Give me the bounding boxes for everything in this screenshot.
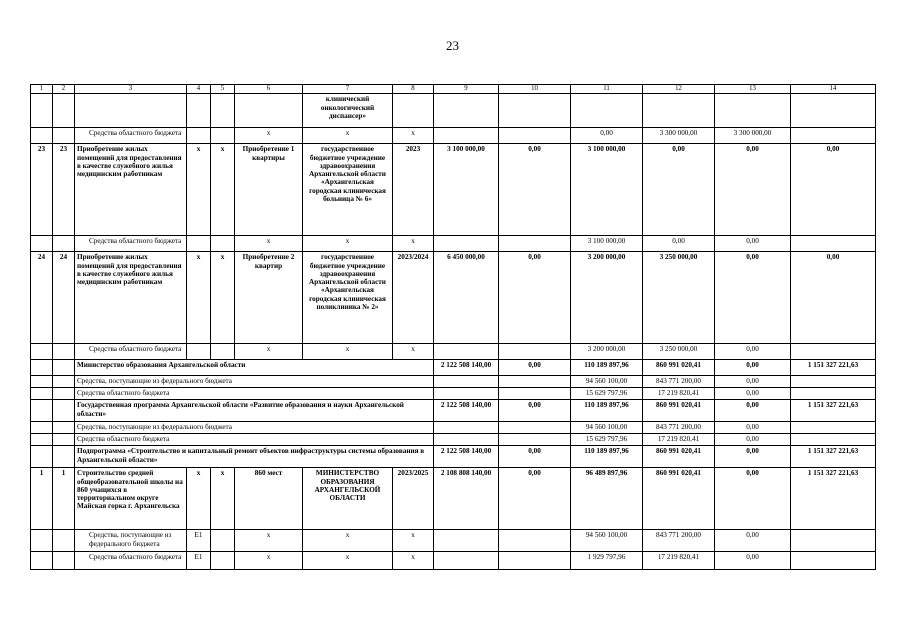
table-cell (499, 388, 571, 400)
table-cell: 0,00 (715, 400, 791, 422)
table-cell: Приобретение жилых помещений для предоставления в качестве служебного жилья медицинским работникам (75, 144, 187, 236)
table-cell: государственное бюджетное учреждение здравоохранения Архангельской области «Архангельская городская клиническая поликлиника № 2» (303, 252, 393, 344)
table-cell (791, 552, 876, 570)
table-cell: х (303, 530, 393, 552)
table-cell (31, 422, 53, 434)
table-cell: Средства, поступающие из федерального бюджета (75, 376, 434, 388)
table-cell (499, 552, 571, 570)
table-cell: 0,00 (499, 446, 571, 468)
table-cell: 0,00 (571, 128, 643, 144)
table-cell (31, 552, 53, 570)
table-row (31, 236, 876, 252)
table-cell: Средства областного бюджета (75, 388, 434, 400)
table-cell: 1 929 797,96 (571, 552, 643, 570)
table-cell (434, 434, 499, 446)
table-cell: 0,00 (715, 388, 791, 400)
table-cell (187, 128, 211, 144)
table-cell: Приобретение 2 квартир (235, 252, 303, 344)
budget-table (30, 84, 876, 570)
table-cell: Приобретение жилых помещений для предоставления в качестве служебного жилья медицинским работникам (75, 252, 187, 344)
table-cell: х (393, 552, 434, 570)
table-cell: 94 560 100,00 (571, 422, 643, 434)
table-cell: 0,00 (715, 422, 791, 434)
table-cell: 17 219 820,41 (643, 434, 715, 446)
column-header: 1 (31, 85, 53, 94)
table-row (31, 376, 876, 388)
table-cell (31, 376, 53, 388)
table-cell: 3 300 000,00 (643, 128, 715, 144)
table-cell (31, 360, 53, 376)
table-cell (434, 236, 499, 252)
table-cell: 110 189 897,96 (571, 360, 643, 376)
table-cell: Приобретение 1 квартиры (235, 144, 303, 236)
table-cell (235, 94, 303, 128)
table-cell: Средства областного бюджета (75, 344, 187, 360)
table-cell: х (393, 128, 434, 144)
table-cell: 3 250 000,00 (643, 252, 715, 344)
table-cell: 23 (53, 144, 75, 236)
table-cell: 0,00 (715, 376, 791, 388)
table-cell (31, 236, 53, 252)
table-cell (53, 94, 75, 128)
table-cell (434, 388, 499, 400)
table-cell (499, 94, 571, 128)
table-cell: х (303, 344, 393, 360)
table-cell (434, 422, 499, 434)
table-cell: 0,00 (643, 236, 715, 252)
table-cell: 1 151 327 221,63 (791, 468, 876, 530)
table-cell: 860 991 020,41 (643, 400, 715, 422)
table-cell (791, 376, 876, 388)
table-cell (31, 344, 53, 360)
table-cell (499, 434, 571, 446)
table-cell: 0,00 (715, 344, 791, 360)
table-cell: Средства областного бюджета (75, 434, 434, 446)
column-header: 10 (499, 85, 571, 94)
table-cell (791, 344, 876, 360)
table-row (31, 434, 876, 446)
table-cell: 110 189 897,96 (571, 446, 643, 468)
table-cell (499, 422, 571, 434)
table-cell: 3 250 000,00 (643, 344, 715, 360)
table-cell: 2 122 508 140,00 (434, 446, 499, 468)
table-cell: 843 771 200,00 (643, 530, 715, 552)
column-header: 6 (235, 85, 303, 94)
table-cell: 0,00 (499, 468, 571, 530)
table-row (31, 446, 876, 468)
table-row (31, 388, 876, 400)
table-cell: 2 122 508 140,00 (434, 400, 499, 422)
table-cell: х (303, 552, 393, 570)
table-cell: 6 450 000,00 (434, 252, 499, 344)
table-cell: х (235, 128, 303, 144)
table-cell (791, 94, 876, 128)
table-cell (53, 552, 75, 570)
table-cell: 0,00 (643, 144, 715, 236)
table-cell: 860 мест (235, 468, 303, 530)
table-cell: х (187, 468, 211, 530)
table-cell (31, 388, 53, 400)
table-cell (31, 94, 53, 128)
table-cell (187, 344, 211, 360)
table-cell: х (235, 530, 303, 552)
table-cell: Средства областного бюджета (75, 552, 187, 570)
column-header: 12 (643, 85, 715, 94)
table-cell (31, 530, 53, 552)
table-cell (434, 344, 499, 360)
table-cell (434, 376, 499, 388)
table-cell: 0,00 (715, 144, 791, 236)
column-header: 4 (187, 85, 211, 94)
table-cell (791, 422, 876, 434)
table-cell: х (187, 252, 211, 344)
table-cell: МИНИСТЕРСТВО ОБРАЗОВАНИЯ АРХАНГЕЛЬСКОЙ ОБЛАСТИ (303, 468, 393, 530)
table-cell (715, 94, 791, 128)
table-cell: 843 771 200,00 (643, 422, 715, 434)
table-cell: 2023/2025 (393, 468, 434, 530)
table-cell: 2023/2024 (393, 252, 434, 344)
table-cell: 0,00 (715, 530, 791, 552)
table-cell: 0,00 (791, 144, 876, 236)
table-cell: 3 100 000,00 (434, 144, 499, 236)
page-number: 23 (446, 38, 459, 53)
table-cell (211, 236, 235, 252)
table-cell (75, 94, 187, 128)
table-cell: клинический онкологический диспансер» (303, 94, 393, 128)
table-cell (791, 530, 876, 552)
table-row (31, 530, 876, 552)
column-header: 5 (211, 85, 235, 94)
table-cell: 0,00 (715, 360, 791, 376)
column-header: 8 (393, 85, 434, 94)
table-cell: 3 300 000,00 (715, 128, 791, 144)
table-cell: 1 151 327 221,63 (791, 360, 876, 376)
table-cell: Средства, поступающие из федерального бюджета (75, 422, 434, 434)
table-cell (791, 236, 876, 252)
table-cell: 2 122 508 140,00 (434, 360, 499, 376)
table-cell: 1 (53, 468, 75, 530)
table-cell: 0,00 (791, 252, 876, 344)
table-cell: 0,00 (715, 446, 791, 468)
table-cell: 0,00 (715, 252, 791, 344)
table-cell (791, 388, 876, 400)
column-header: 14 (791, 85, 876, 94)
table-cell (211, 530, 235, 552)
table-cell: 17 219 820,41 (643, 388, 715, 400)
table-row (31, 144, 876, 236)
table-cell: 3 100 000,00 (571, 144, 643, 236)
table-cell: 3 100 000,00 (571, 236, 643, 252)
table-cell: E1 (187, 530, 211, 552)
table-cell: х (211, 252, 235, 344)
table-cell: 0,00 (499, 252, 571, 344)
table-cell (499, 344, 571, 360)
table-row (31, 344, 876, 360)
table-cell: 1 151 327 221,63 (791, 446, 876, 468)
table-cell (211, 344, 235, 360)
table-row (31, 468, 876, 530)
table-cell: 110 189 897,96 (571, 400, 643, 422)
column-header: 7 (303, 85, 393, 94)
table-cell: 0,00 (499, 144, 571, 236)
table-cell: 0,00 (715, 552, 791, 570)
table-cell: 860 991 020,41 (643, 360, 715, 376)
table-cell: 24 (31, 252, 53, 344)
table-cell (211, 552, 235, 570)
table-cell (434, 530, 499, 552)
column-header: 3 (75, 85, 187, 94)
table-cell (53, 344, 75, 360)
table-cell (53, 360, 75, 376)
column-header: 9 (434, 85, 499, 94)
table-cell: 17 219 820,41 (643, 552, 715, 570)
table-cell: 0,00 (499, 400, 571, 422)
table-cell (31, 434, 53, 446)
table-cell: 15 629 797,96 (571, 434, 643, 446)
table-cell: х (393, 236, 434, 252)
table-cell (31, 400, 53, 422)
table-cell: 96 489 897,96 (571, 468, 643, 530)
table-cell: 0,00 (715, 236, 791, 252)
table-row (31, 552, 876, 570)
table-cell: х (235, 344, 303, 360)
table-cell (211, 128, 235, 144)
table-cell: х (393, 344, 434, 360)
table-cell: х (187, 144, 211, 236)
table-cell (393, 94, 434, 128)
table-cell (499, 236, 571, 252)
table-cell (187, 236, 211, 252)
table-cell: х (211, 144, 235, 236)
table-cell: Государственная программа Архангельской области «Развитие образования и науки Архангельской области» (75, 400, 434, 422)
table-cell: 3 200 000,00 (571, 252, 643, 344)
table-cell: х (235, 236, 303, 252)
table-cell: 1 (31, 468, 53, 530)
table-cell (434, 552, 499, 570)
table-cell: Средства, поступающие из федерального бюджета (75, 530, 187, 552)
table-cell: х (211, 468, 235, 530)
table-cell: 23 (31, 144, 53, 236)
table-cell (31, 128, 53, 144)
table-cell (434, 128, 499, 144)
table-cell (791, 434, 876, 446)
table-cell: 1 151 327 221,63 (791, 400, 876, 422)
table-cell (31, 446, 53, 468)
table-cell: х (303, 128, 393, 144)
table-cell: Строительство средней общеобразовательной школы на 860 учащихся в территориальном округе Майская горка г. Архангельска (75, 468, 187, 530)
table-cell (791, 128, 876, 144)
table-cell (53, 422, 75, 434)
table-cell (53, 128, 75, 144)
table-cell: 860 991 020,41 (643, 468, 715, 530)
table-cell: х (303, 236, 393, 252)
column-header: 11 (571, 85, 643, 94)
table-cell (53, 400, 75, 422)
table-cell (53, 236, 75, 252)
table-cell (499, 376, 571, 388)
table-cell (499, 128, 571, 144)
table-cell: E1 (187, 552, 211, 570)
table-cell (434, 94, 499, 128)
table-cell (53, 388, 75, 400)
table-cell (53, 530, 75, 552)
table-cell: 0,00 (499, 360, 571, 376)
table-cell: 3 200 000,00 (571, 344, 643, 360)
table-cell: 0,00 (715, 434, 791, 446)
table-cell: Средства областного бюджета (75, 128, 187, 144)
table-cell (571, 94, 643, 128)
table-cell: 24 (53, 252, 75, 344)
table-cell: 15 629 797,96 (571, 388, 643, 400)
table-cell (187, 94, 211, 128)
table-cell: 2023 (393, 144, 434, 236)
table-cell: государственное бюджетное учреждение здравоохранения Архангельской области «Архангельская городская клиническая больница № 6» (303, 144, 393, 236)
table-cell: 843 771 200,00 (643, 376, 715, 388)
table-cell: Подпрограмма «Строительство и капитальный ремонт объектов инфраструктуры системы образования в Архангельской области» (75, 446, 434, 468)
table-cell (53, 376, 75, 388)
table-cell: 0,00 (715, 468, 791, 530)
header-row (31, 85, 876, 94)
table-cell: х (393, 530, 434, 552)
table-cell (53, 434, 75, 446)
table-cell: 2 108 808 140,00 (434, 468, 499, 530)
table-row (31, 252, 876, 344)
table-cell (499, 530, 571, 552)
table-cell (643, 94, 715, 128)
table-cell: х (235, 552, 303, 570)
table-cell: Средства областного бюджета (75, 236, 187, 252)
table-row (31, 400, 876, 422)
table-cell: 94 560 100,00 (571, 530, 643, 552)
table-cell: 860 991 020,41 (643, 446, 715, 468)
table-row (31, 128, 876, 144)
table-row (31, 422, 876, 434)
column-header: 2 (53, 85, 75, 94)
table-row (31, 94, 876, 128)
table-cell: 94 560 100,00 (571, 376, 643, 388)
table-cell (211, 94, 235, 128)
column-header: 13 (715, 85, 791, 94)
table-row (31, 360, 876, 376)
table-cell: Министерство образования Архангельской области (75, 360, 434, 376)
table-cell (53, 446, 75, 468)
